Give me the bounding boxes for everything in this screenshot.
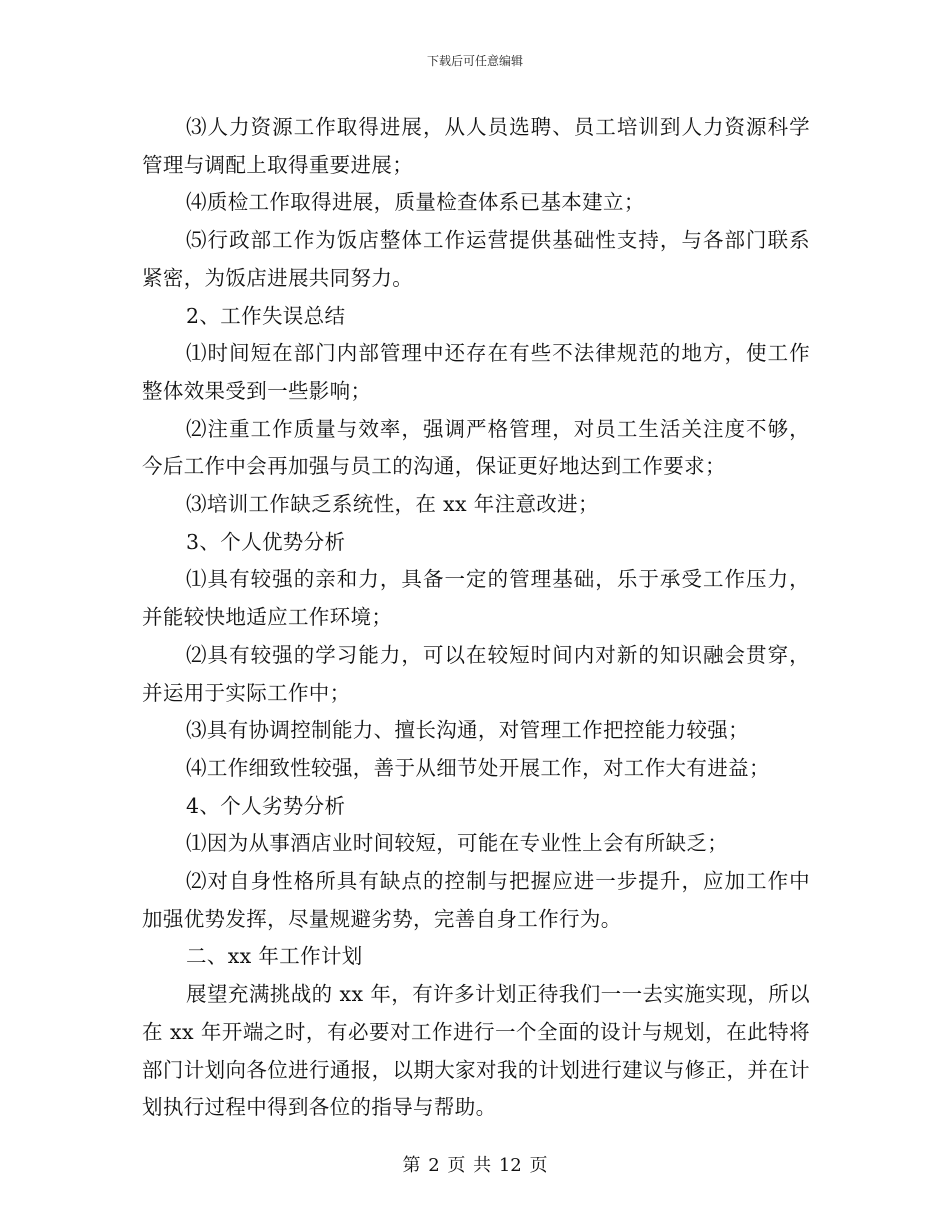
- page-footer: 第 2 页 共 12 页: [402, 1155, 548, 1176]
- paragraph-weakness-1: ⑴因为从事酒店业时间较短，可能在专业性上会有所缺乏；: [186, 831, 729, 856]
- paragraph-work-plan-intro: 展望充满挑战的 xx 年，有许多计划正待我们一一去实施实现，所以在 xx 年开端之时，有必要对工作进行一个全面的设计与规划，在此特将部门计划向各位进行通报，以期大家对我的计划进行建议与修正，并在计划执行过程中得到各位的指导与帮助。: [142, 982, 810, 1120]
- paragraph-qc-progress: ⑷质检工作取得进展，质量检查体系已基本建立；: [186, 190, 645, 215]
- section-heading-mistakes: 2、工作失误总结: [186, 303, 346, 328]
- paragraph-mistake-2: ⑵注重工作质量与效率，强调严格管理，对员工生活关注度不够，今后工作中会再加强与员工的沟通，保证更好地达到工作要求；: [142, 416, 810, 479]
- paragraph-mistake-1: ⑴时间短在部门内部管理中还存在有些不法律规范的地方，使工作整体效果受到一些影响；: [142, 341, 810, 403]
- paragraph-hr-progress: ⑶人力资源工作取得进展，从人员选聘、员工培训到人力资源科学管理与调配上取得重要进展；: [142, 115, 810, 177]
- section-heading-strengths: 3、个人优势分析: [186, 529, 346, 554]
- page-header: 下载后可任意编辑: [426, 54, 523, 68]
- paragraph-admin-support: ⑸行政部工作为饭店整体工作运营提供基础性支持，与各部门联系紧密，为饭店进展共同努力。: [142, 228, 810, 290]
- paragraph-weakness-2: ⑵对自身性格所具有缺点的控制与把握应进一步提升，应加工作中加强优势发挥，尽量规避劣势，完善自身工作行为。: [142, 869, 810, 931]
- paragraph-mistake-3: ⑶培训工作缺乏系统性，在 xx 年注意改进；: [186, 492, 599, 517]
- paragraph-strength-3: ⑶具有协调控制能力、擅长沟通，对管理工作把控能力较强；: [186, 718, 749, 743]
- paragraph-strength-1: ⑴具有较强的亲和力，具备一定的管理基础，乐于承受工作压力，并能较快地适应工作环境；: [142, 567, 810, 630]
- document-body: [142, 109, 810, 1127]
- paragraph-strength-4: ⑷工作细致性较强，善于从细节处开展工作，对工作大有进益；: [186, 755, 770, 780]
- section-heading-work-plan: 二、xx 年工作计划: [186, 944, 363, 969]
- paragraph-strength-2: ⑵具有较强的学习能力，可以在较短时间内对新的知识融会贯穿，并运用于实际工作中；: [142, 642, 810, 705]
- section-heading-weaknesses: 4、个人劣势分析: [186, 793, 346, 818]
